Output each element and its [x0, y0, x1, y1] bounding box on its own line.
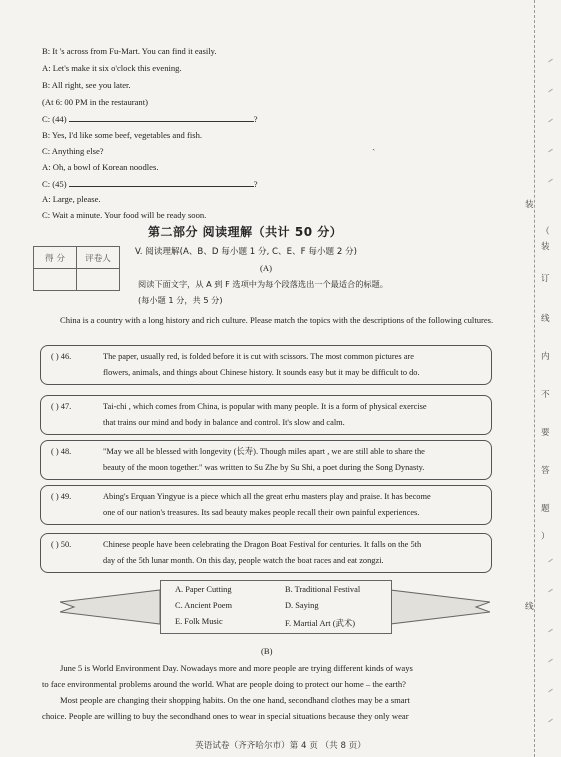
- options-banner: [60, 580, 490, 636]
- binding-char: 装: [541, 242, 550, 252]
- dialogue-line: (At 6: 00 PM in the restaurant): [42, 97, 148, 107]
- passage-line: Most people are changing their shopping habits. On the one hand, secondhand clothes may be a smart: [60, 695, 410, 705]
- margin-tick: [548, 119, 553, 123]
- section-a-label: (A): [260, 263, 272, 273]
- question-text: day of the 5th lunar month. On this day, people watch the boat races and eat zongzi.: [103, 556, 384, 565]
- instruction-points: (每小题 1 分，共 5 分): [138, 295, 223, 305]
- question-text: Chinese people have been celebrating the Dragon Boat Festival for centuries. It falls on the 5th: [103, 540, 422, 549]
- margin-tick: [548, 659, 553, 663]
- answer-slot[interactable]: ( ) 48.: [51, 447, 72, 456]
- dialogue-line-45: [42, 178, 258, 190]
- question-box-46: [40, 345, 492, 385]
- binding-char: 不: [541, 390, 550, 400]
- margin-tick: [548, 589, 553, 593]
- answer-slot[interactable]: ( ) 50.: [51, 540, 72, 549]
- options-box: [160, 580, 392, 634]
- option-d: D. Saying: [285, 601, 319, 610]
- binding-char: 装: [525, 200, 534, 210]
- margin-tick: [548, 559, 553, 563]
- binding-char: 题: [541, 504, 550, 514]
- passage-line: to face environmental problems around the world. What are people doing to protect our home – the earth?: [42, 679, 406, 689]
- grader-header: 评卷人: [77, 247, 120, 269]
- option-c: C. Ancient Poem: [175, 601, 232, 610]
- score-cell[interactable]: [34, 269, 77, 291]
- question-text: "May we all be blessed with longevity (长寿). Though miles apart , we are still able to share the: [103, 447, 425, 456]
- option-f: F. Martial Art (武术): [285, 619, 356, 628]
- binding-line: [534, 0, 535, 757]
- score-table: [33, 246, 120, 291]
- dialogue-line: A: Large, please.: [42, 194, 101, 204]
- binding-char: 内: [541, 352, 550, 362]
- question-box-48: [40, 440, 492, 480]
- passage-line: choice. People are willing to buy the secondhand ones to wear in special situations because they only wear: [42, 711, 409, 721]
- option-a: A. Paper Cutting: [175, 585, 232, 594]
- binding-char: 线: [541, 314, 550, 324]
- question-text: one of our nation's treasures. Its sad beauty makes people recall their own painful experiences.: [103, 508, 420, 517]
- answer-blank-44[interactable]: [69, 113, 254, 122]
- dialogue-text: C: (44): [42, 114, 67, 124]
- margin-tick: [548, 179, 553, 183]
- dialogue-line: B: It 's across from Fu-Mart. You can find it easily.: [42, 46, 217, 56]
- dialogue-line: C: Wait a minute. Your food will be ready soon.: [42, 210, 207, 220]
- question-box-50: [40, 533, 492, 573]
- dialogue-line: B: All right, see you later.: [42, 80, 131, 90]
- binding-char: （: [541, 227, 550, 237]
- margin-tick: [548, 59, 553, 63]
- question-mark: ?: [253, 179, 258, 189]
- page-footer: 英语试卷（齐齐哈尔市）第 4 页 （共 8 页）: [195, 741, 366, 751]
- answer-blank-45[interactable]: [69, 178, 254, 187]
- dialogue-line: C: Anything else?: [42, 146, 104, 156]
- answer-slot[interactable]: ( ) 46.: [51, 352, 72, 361]
- binding-char: 答: [541, 466, 550, 476]
- grader-cell[interactable]: [77, 269, 120, 291]
- question-box-47: [40, 395, 492, 435]
- pen-mark-icon: ˎ: [372, 140, 376, 151]
- binding-char: 线: [525, 602, 534, 612]
- question-text: Tai-chi , which comes from China, is popular with many people. It is a form of physical exercise: [103, 402, 427, 411]
- score-header: 得 分: [34, 247, 77, 269]
- question-text: that trains our mind and body in balance and control. It's slow and calm.: [103, 418, 345, 427]
- question-box-49: [40, 485, 492, 525]
- answer-slot[interactable]: ( ) 49.: [51, 492, 72, 501]
- question-text: beauty of the moon together." was written to Su Zhe by Su Shi, a poet during the Song Dynasty.: [103, 463, 425, 472]
- instruction: 阅读下面文字，从 A 到 F 选项中为每个段落选出一个最适合的标题。: [138, 279, 388, 289]
- section-heading: V. 阅读理解(A、B、D 每小题 1 分, C、E、F 每小题 2 分): [135, 247, 357, 257]
- question-text: flowers, animals, and things about Chinese history. It sounds easy but it may be difficult to do.: [103, 368, 420, 377]
- intro-paragraph: China is a country with a long history and rich culture. Please match the topics with the descriptions of the following cultures.: [60, 315, 494, 325]
- question-text: Abing's Erquan Yingyue is a piece which all the great erhu masters play and praise. It has become: [103, 492, 431, 501]
- section-b-label: (B): [261, 646, 273, 656]
- margin-tick: [548, 89, 553, 93]
- binding-char: ）: [541, 532, 550, 542]
- dialogue-text: C: (45): [42, 179, 67, 189]
- binding-char: 订: [541, 274, 550, 284]
- dialogue-line: A: Oh, a bowl of Korean noodles.: [42, 162, 159, 172]
- dialogue-line: A: Let's make it six o'clock this evening.: [42, 63, 182, 73]
- passage-line: June 5 is World Environment Day. Nowadays more and more people are trying different kinds of ways: [60, 663, 413, 673]
- binding-char: 要: [541, 428, 550, 438]
- margin-tick: [548, 149, 553, 153]
- dialogue-line: B: Yes, I'd like some beef, vegetables and fish.: [42, 130, 203, 140]
- part-title: 第二部分 阅读理解（共计 50 分）: [148, 225, 343, 239]
- question-mark: ?: [253, 114, 258, 124]
- option-b: B. Traditional Festival: [285, 585, 361, 594]
- option-e: E. Folk Music: [175, 617, 223, 626]
- margin-tick: [548, 719, 553, 723]
- answer-slot[interactable]: ( ) 47.: [51, 402, 72, 411]
- margin-tick: [548, 629, 553, 633]
- margin-tick: [548, 689, 553, 693]
- question-text: The paper, usually red, is folded before it is cut with scissors. The most common pictures are: [103, 352, 414, 361]
- dialogue-line-44: [42, 113, 258, 125]
